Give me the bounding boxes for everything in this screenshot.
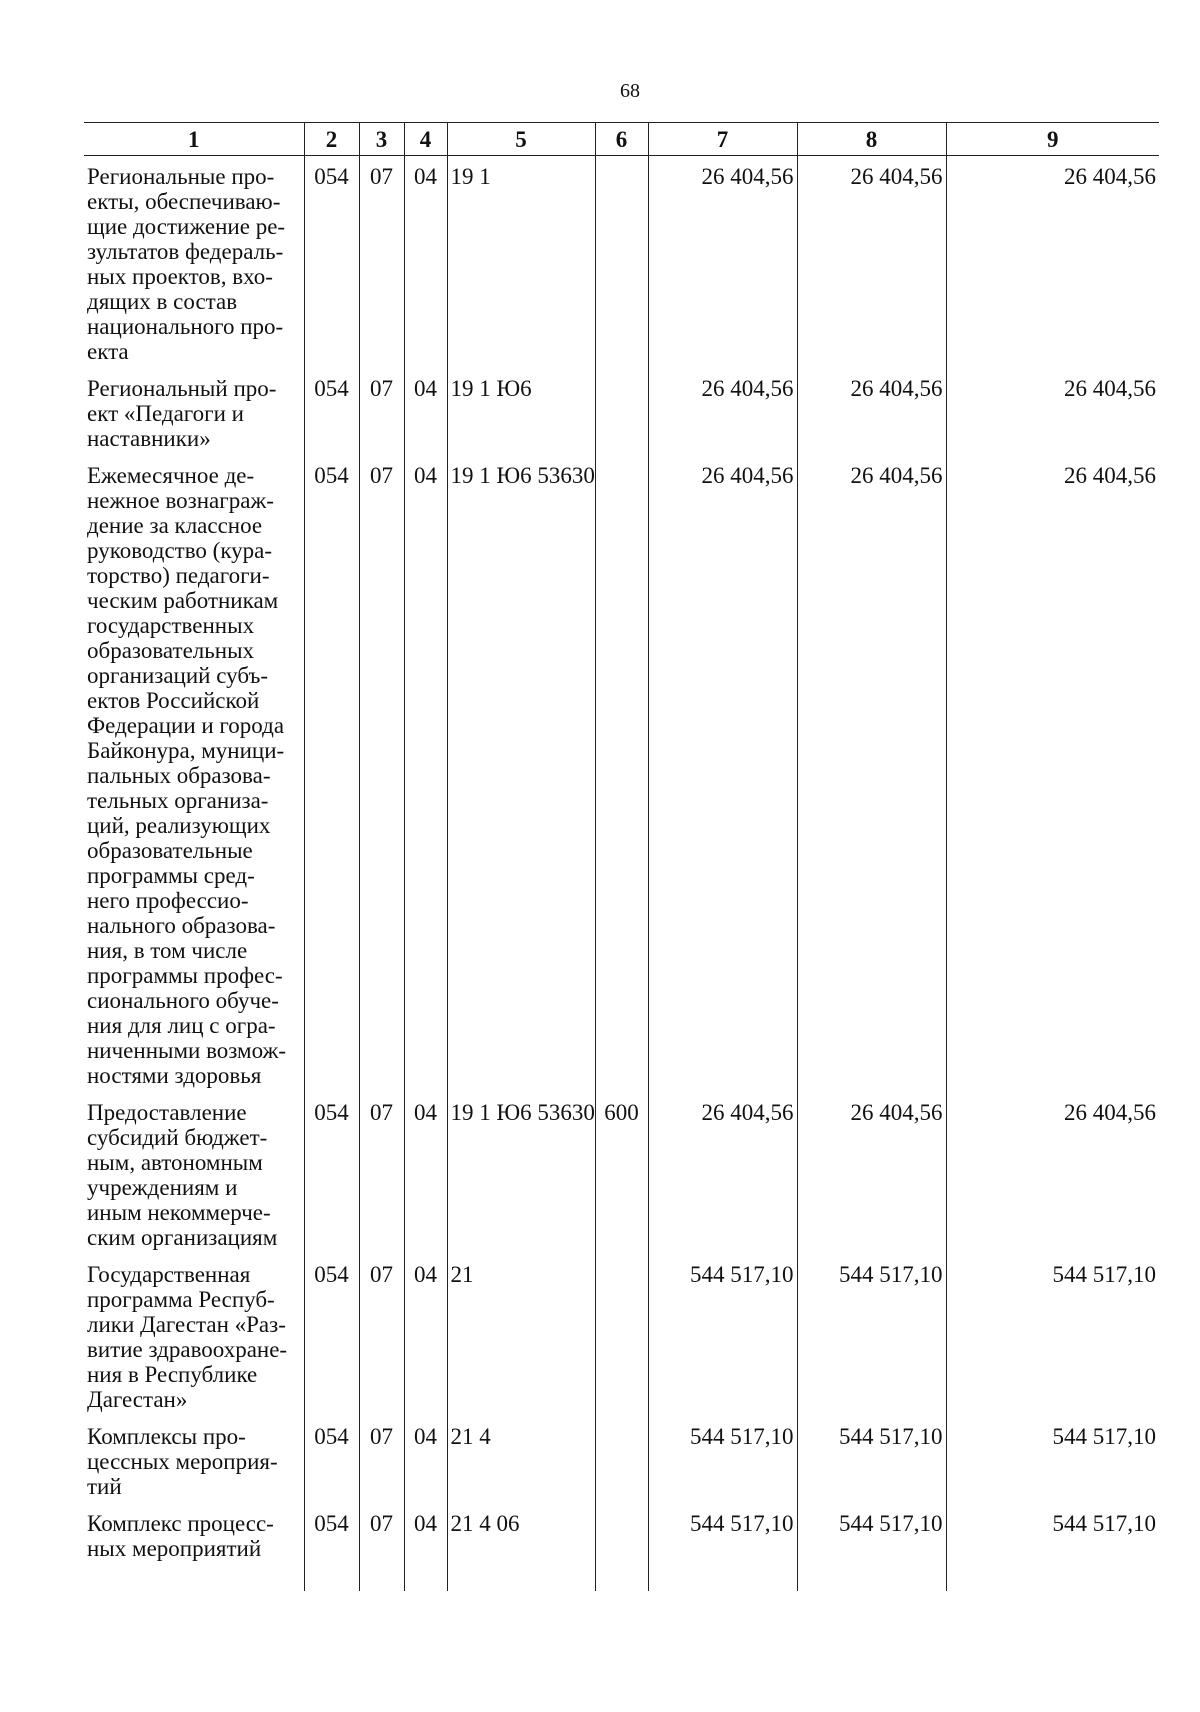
table-row xyxy=(84,1416,1159,1503)
row-name: Комплекс процесс- ных мероприятий xyxy=(87,1511,274,1561)
cell-amount-7: 26 404,56 xyxy=(648,455,797,1092)
cell-expense-type xyxy=(595,368,648,455)
budget-table xyxy=(84,122,1159,1591)
table-row xyxy=(84,156,1159,369)
cell-amount-7: 544 517,10 xyxy=(648,1416,797,1503)
page-number: 68 xyxy=(620,80,640,102)
cell-target-article: 19 1 Ю6 53630 xyxy=(447,455,595,1092)
cell-section: 07 xyxy=(359,455,404,1092)
cell-amount-7: 544 517,10 xyxy=(648,1503,797,1591)
column-header-7: 7 xyxy=(648,123,797,156)
cell-expense-type xyxy=(595,156,648,369)
cell-amount-9: 26 404,56 xyxy=(946,1092,1159,1254)
cell-subsection: 04 xyxy=(404,368,447,455)
cell-target-article: 19 1 Ю6 53630 xyxy=(447,1092,595,1254)
cell-target-article: 21 4 06 xyxy=(447,1503,595,1591)
table-row xyxy=(84,1092,1159,1254)
column-header-1: 1 xyxy=(84,123,304,156)
cell-amount-9: 544 517,10 xyxy=(946,1503,1159,1591)
cell-amount-8: 544 517,10 xyxy=(797,1416,946,1503)
cell-target-article: 19 1 Ю6 xyxy=(447,368,595,455)
cell-section: 07 xyxy=(359,156,404,369)
cell-expense-type xyxy=(595,455,648,1092)
row-name: Комплексы про- цессных мероприя- тий xyxy=(87,1424,278,1499)
cell-section: 07 xyxy=(359,1416,404,1503)
cell-target-article: 19 1 xyxy=(447,156,595,369)
cell-admin-code: 054 xyxy=(304,455,359,1092)
cell-subsection: 04 xyxy=(404,1254,447,1416)
cell-amount-8: 544 517,10 xyxy=(797,1503,946,1591)
cell-section: 07 xyxy=(359,1503,404,1591)
cell-amount-8: 26 404,56 xyxy=(797,156,946,369)
table-row xyxy=(84,1254,1159,1416)
cell-admin-code: 054 xyxy=(304,368,359,455)
cell-expense-type xyxy=(595,1254,648,1416)
table-row xyxy=(84,368,1159,455)
cell-amount-9: 26 404,56 xyxy=(946,455,1159,1092)
cell-amount-7: 26 404,56 xyxy=(648,1092,797,1254)
table-row xyxy=(84,1503,1159,1591)
column-header-3: 3 xyxy=(359,123,404,156)
cell-section: 07 xyxy=(359,1092,404,1254)
cell-admin-code: 054 xyxy=(304,1503,359,1591)
cell-admin-code: 054 xyxy=(304,1416,359,1503)
cell-amount-9: 544 517,10 xyxy=(946,1416,1159,1503)
cell-admin-code: 054 xyxy=(304,1092,359,1254)
cell-expense-type xyxy=(595,1416,648,1503)
header-row xyxy=(84,123,1159,156)
cell-section: 07 xyxy=(359,1254,404,1416)
column-header-8: 8 xyxy=(797,123,946,156)
cell-amount-8: 544 517,10 xyxy=(797,1254,946,1416)
column-header-2: 2 xyxy=(304,123,359,156)
cell-amount-9: 26 404,56 xyxy=(946,156,1159,369)
table-row xyxy=(84,455,1159,1092)
cell-target-article: 21 4 xyxy=(447,1416,595,1503)
column-header-6: 6 xyxy=(595,123,648,156)
cell-subsection: 04 xyxy=(404,1503,447,1591)
row-name: Региональный про- ект «Педагоги и наставники» xyxy=(87,376,277,451)
cell-amount-8: 26 404,56 xyxy=(797,455,946,1092)
column-header-5: 5 xyxy=(447,123,595,156)
cell-amount-7: 26 404,56 xyxy=(648,368,797,455)
cell-amount-9: 544 517,10 xyxy=(946,1254,1159,1416)
row-name: Региональные про- екты, обеспечиваю- щие достижение ре- зультатов федераль- ных проектов, вхо- дящих в состав национального про- екта xyxy=(87,164,286,364)
cell-amount-8: 26 404,56 xyxy=(797,368,946,455)
cell-subsection: 04 xyxy=(404,1092,447,1254)
cell-amount-9: 26 404,56 xyxy=(946,368,1159,455)
cell-admin-code: 054 xyxy=(304,1254,359,1416)
column-header-9: 9 xyxy=(946,123,1159,156)
cell-subsection: 04 xyxy=(404,156,447,369)
cell-admin-code: 054 xyxy=(304,156,359,369)
cell-subsection: 04 xyxy=(404,1416,447,1503)
cell-expense-type: 600 xyxy=(595,1092,648,1254)
cell-amount-8: 26 404,56 xyxy=(797,1092,946,1254)
cell-amount-7: 26 404,56 xyxy=(648,156,797,369)
cell-target-article: 21 xyxy=(447,1254,595,1416)
row-name: Ежемесячное де- нежное вознаграж- дение за классное руководство (кура- торство) педагоги- ческим работникам государственных образовательных организаций субъ- ектов Российской Федерации и города Байконура, муници- пальных образова- тельных организа- ций, реализующих образовательные программы сред- него профессио- нального образова- ния, в том числе программы профес- сионального обуче- ния для лиц с огра- ниченными возмож- ностями здоровья xyxy=(87,463,287,1088)
row-name: Предоставление субсидий бюджет- ным, автономным учреждениям и иным некоммерче- ским организациям xyxy=(87,1100,278,1250)
cell-amount-7: 544 517,10 xyxy=(648,1254,797,1416)
cell-expense-type xyxy=(595,1503,648,1591)
column-header-4: 4 xyxy=(404,123,447,156)
cell-subsection: 04 xyxy=(404,455,447,1092)
cell-section: 07 xyxy=(359,368,404,455)
row-name: Государственная программа Респуб- лики Дагестан «Раз- витие здравоохране- ния в Республике Дагестан» xyxy=(87,1262,288,1412)
